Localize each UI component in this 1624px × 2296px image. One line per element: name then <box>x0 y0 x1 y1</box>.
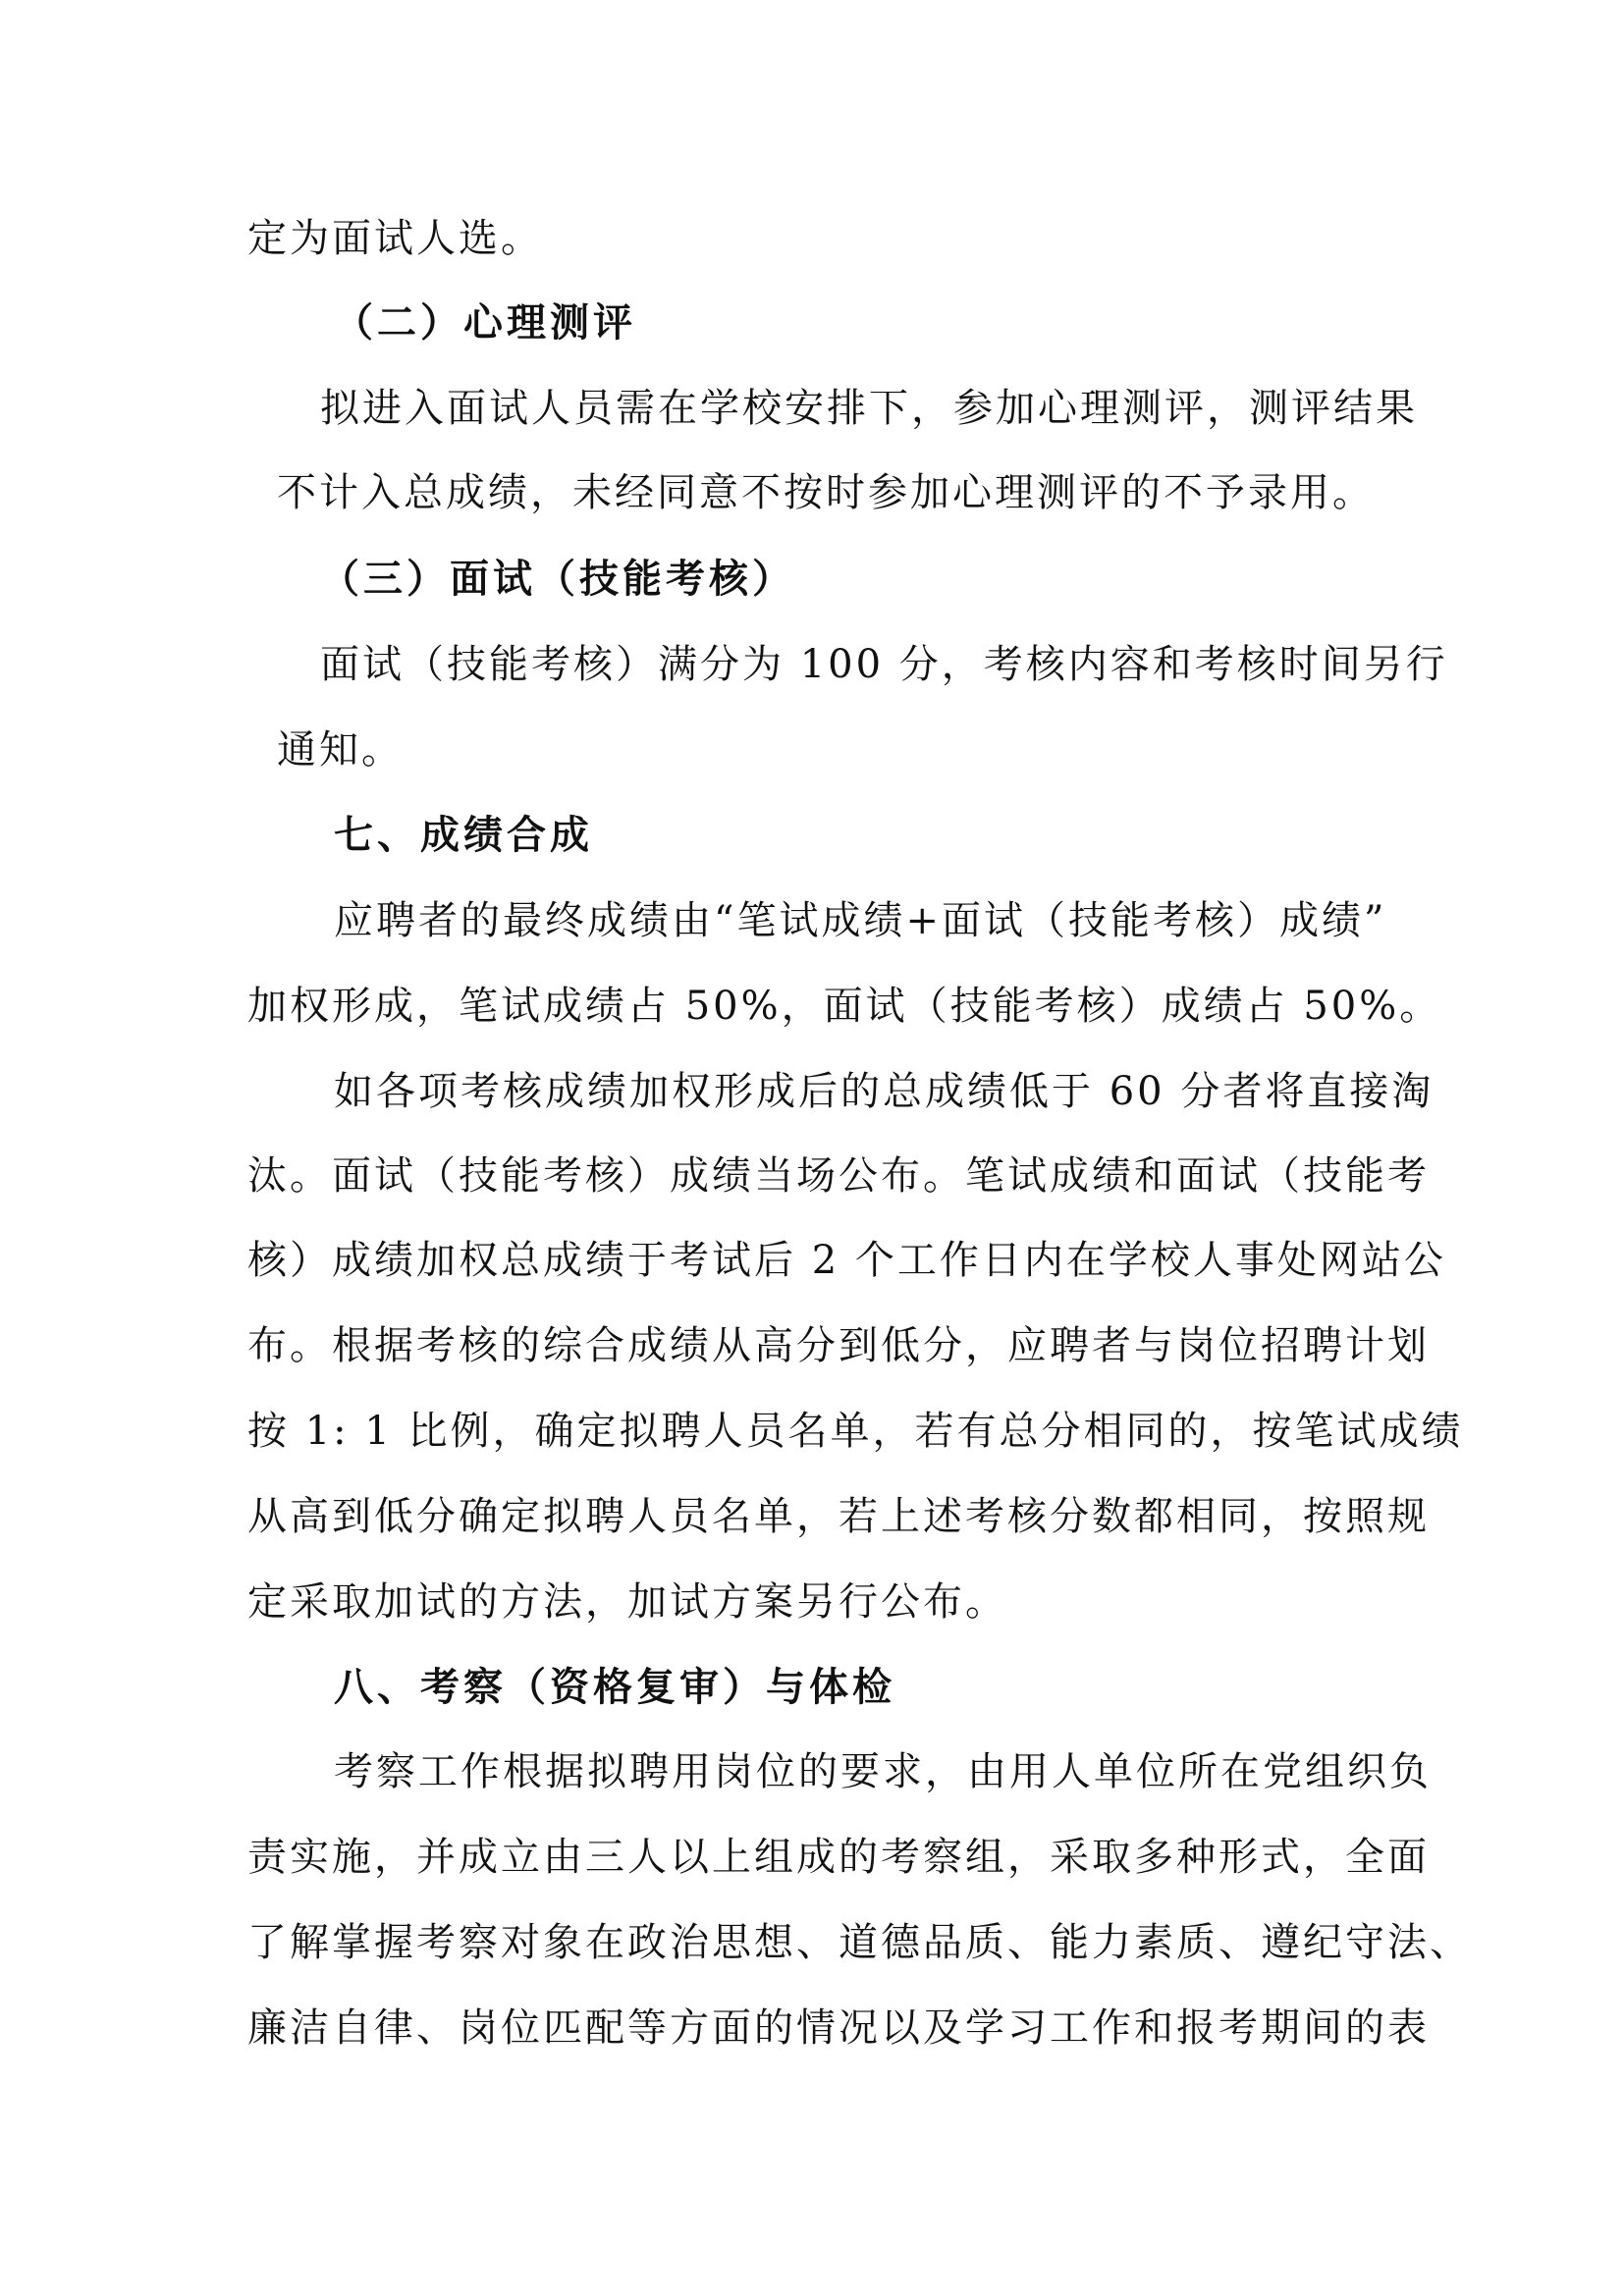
paragraph-line: 了解掌握考察对象在政治思想、道德品质、能力素质、遵纪守法、 <box>247 1920 1472 1965</box>
paragraph-line: 责实施，并成立由三人以上组成的考察组，采取多种形式，全面 <box>247 1835 1430 1880</box>
paragraph-line: 廉洁自律、岗位匹配等方面的情况以及学习工作和报考期间的表 <box>247 2005 1430 2051</box>
paragraph-line: 汰。面试（技能考核）成绩当场公布。笔试成绩和面试（技能考 <box>247 1153 1430 1199</box>
paragraph-line: 拟进入面试人员需在学校安排下，参加心理测评，测评结果 <box>320 386 1418 431</box>
paragraph-line: 加权形成，笔试成绩占 50%，面试（技能考核）成绩占 50%。 <box>247 984 1442 1029</box>
paragraph-line: 按 1: 1 比例，确定拟聘人员名单，若有总分相同的，按笔试成绩 <box>247 1409 1464 1454</box>
paragraph-line: 考察工作根据拟聘用岗位的要求，由用人单位所在党组织负 <box>334 1749 1432 1794</box>
paragraph-line: 定采取加试的方法，加试方案另行公布。 <box>247 1579 1007 1625</box>
section-heading-interview: （三）面试（技能考核） <box>320 557 795 602</box>
section-heading-score-composition: 七、成绩合成 <box>334 813 593 858</box>
section-heading-psych-test: （二）心理测评 <box>334 300 636 346</box>
paragraph-line: 如各项考核成绩加权形成后的总成绩低于 60 分者将直接淘 <box>334 1069 1435 1114</box>
section-heading-inspection: 八、考察（资格复审）与体检 <box>334 1665 895 1710</box>
paragraph-line: 定为面试人选。 <box>247 216 543 261</box>
paragraph-line: 面试（技能考核）满分为 100 分，考核内容和考核时间另行 <box>320 642 1448 687</box>
paragraph-line: 通知。 <box>277 727 404 773</box>
paragraph-line: 从高到低分确定拟聘人员名单，若上述考核分数都相同，按照规 <box>247 1494 1430 1539</box>
paragraph-line: 应聘者的最终成绩由“笔试成绩+面试（技能考核）成绩” <box>334 898 1387 943</box>
paragraph-line: 不计入总成绩，未经同意不按时参加心理测评的不予录用。 <box>277 470 1375 515</box>
paragraph-line: 布。根据考核的综合成绩从高分到低分，应聘者与岗位招聘计划 <box>247 1323 1430 1368</box>
paragraph-line: 核）成绩加权总成绩于考试后 2 个工作日内在学校人事处网站公 <box>247 1238 1446 1283</box>
